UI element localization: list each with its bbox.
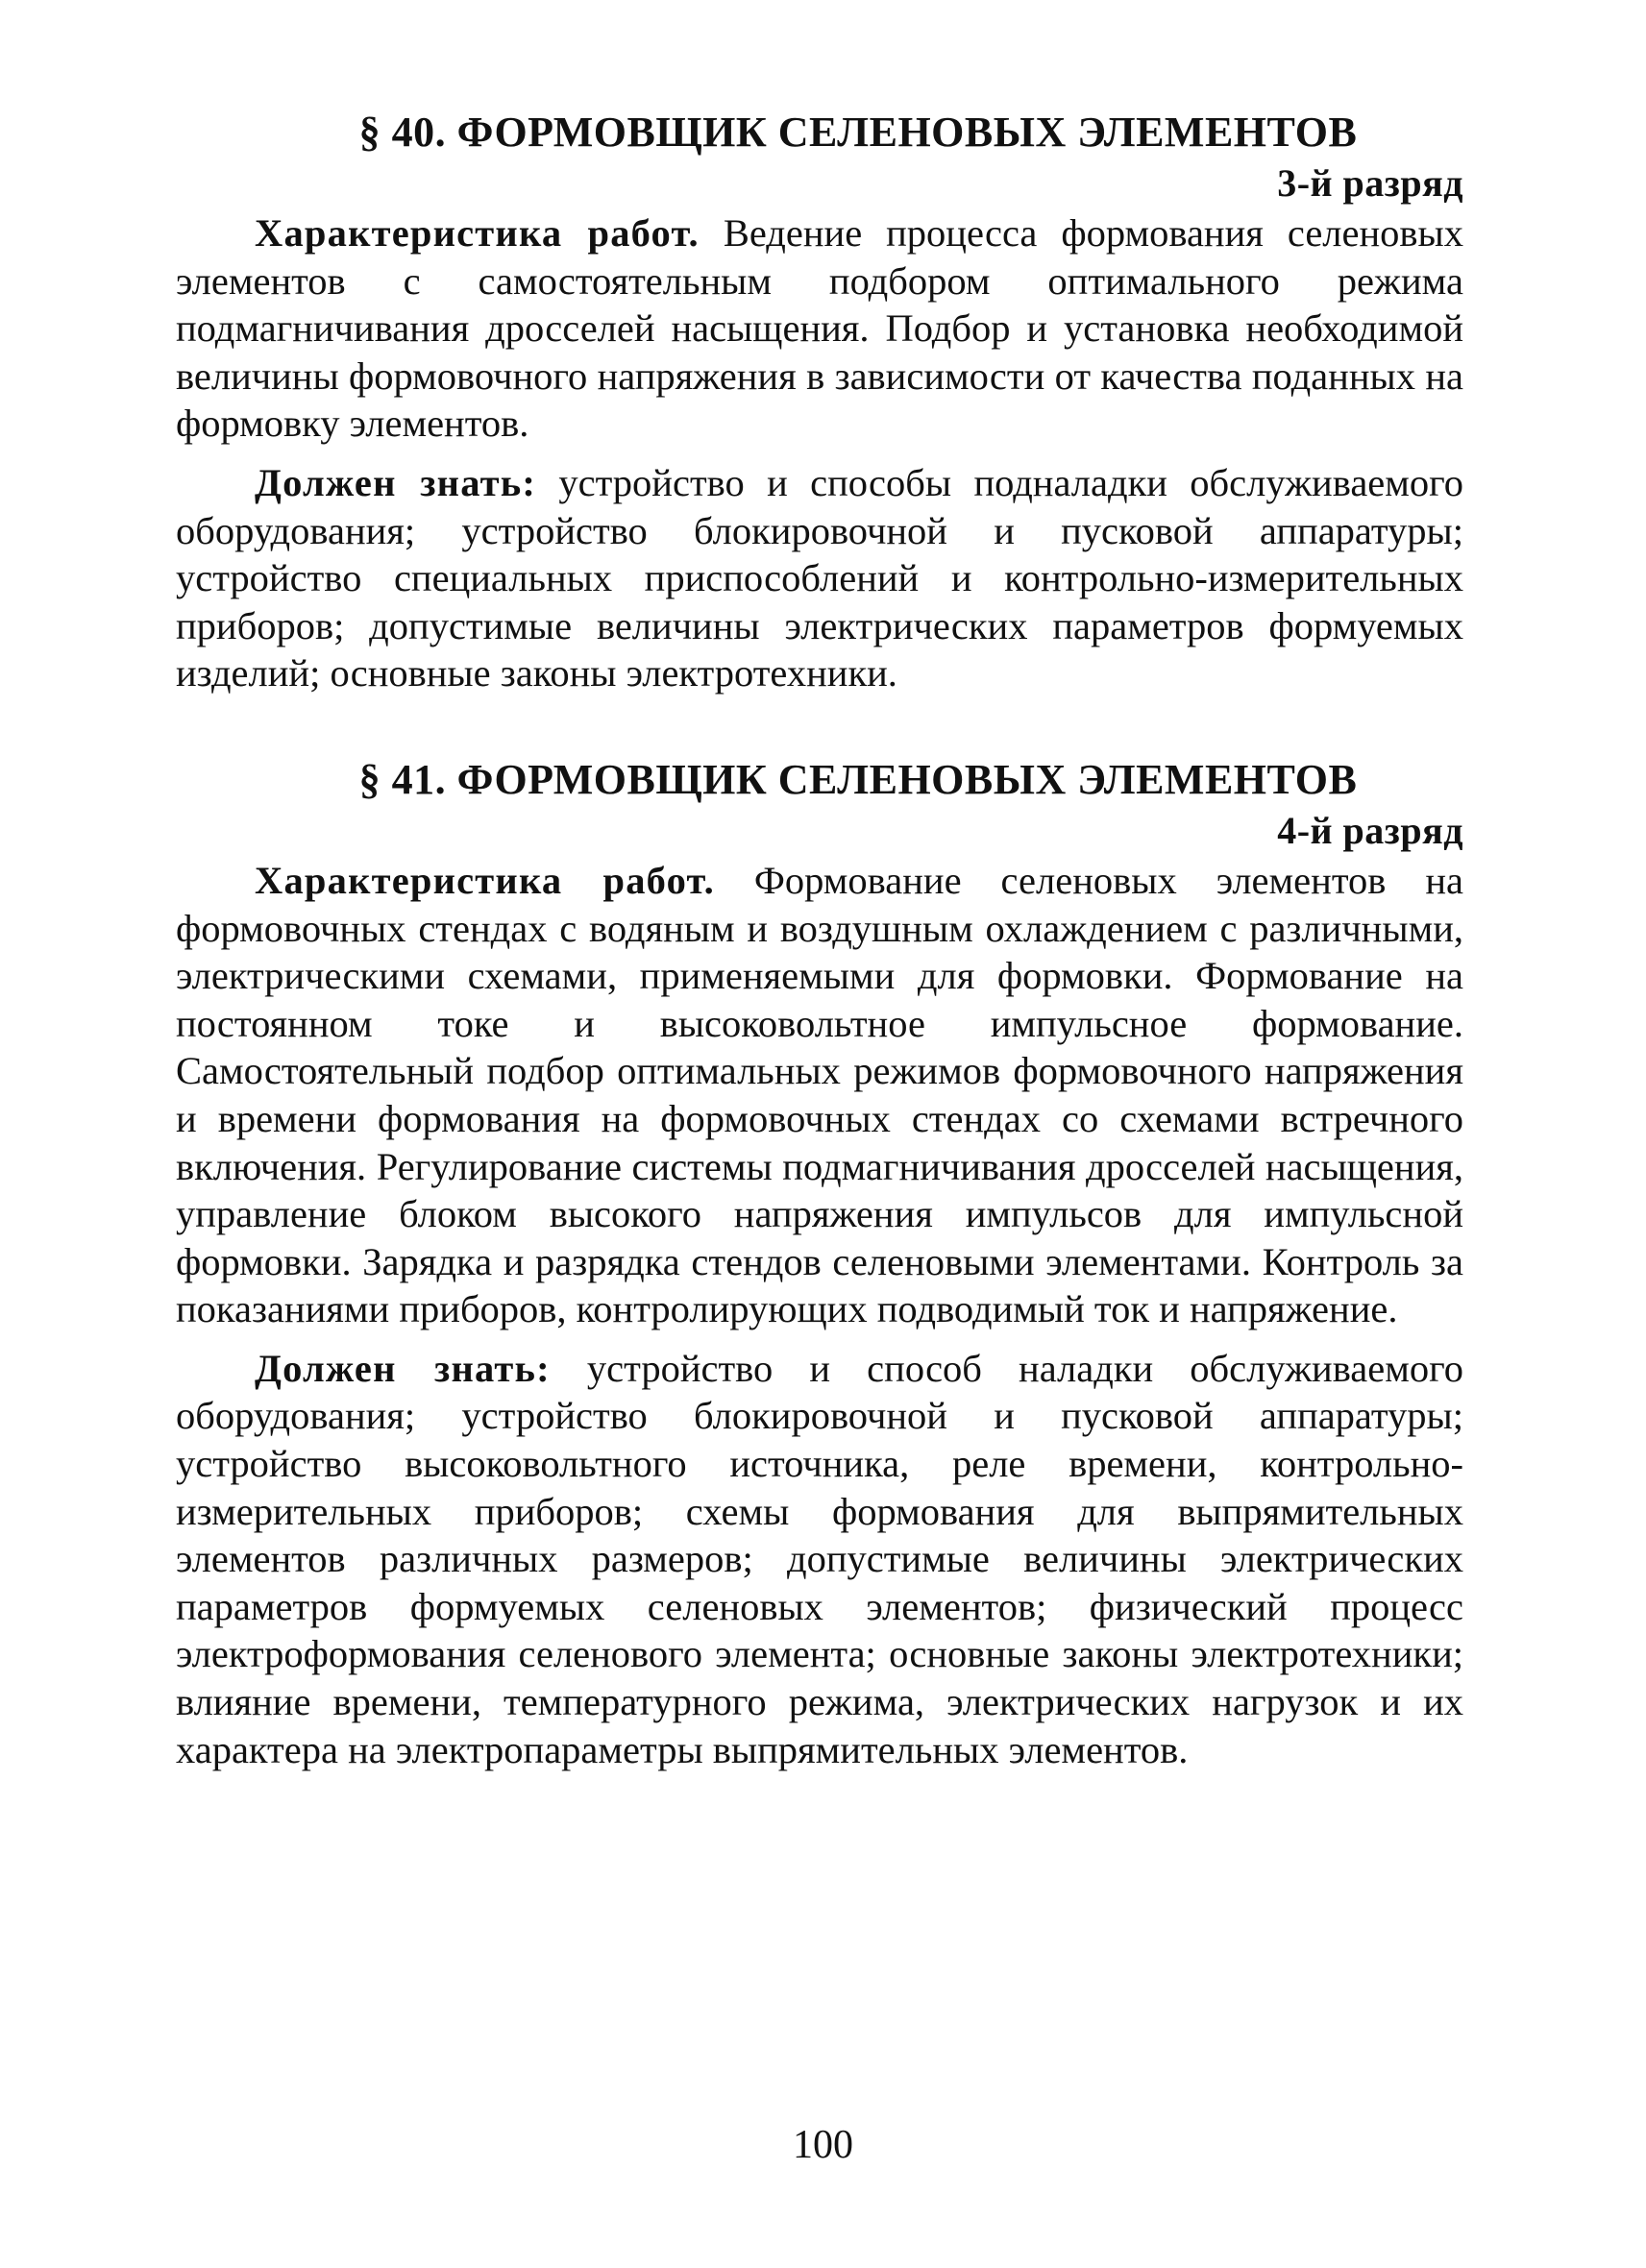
knowledge-paragraph [176,459,1463,697]
section-40 [176,106,1463,697]
characteristics-paragraph [176,209,1463,448]
section-title: § 41. ФОРМОВЩИК СЕЛЕНОВЫХ ЭЛЕМЕНТОВ [358,755,1358,803]
page-number: 100 [793,2123,853,2167]
knowledge-text: устройство и способ наладки обслуживаемого оборудования; устройство блокировочной и пусковой аппаратуры; устройство высоковольтного источника, реле времени, контрольно-измерительных приборов; схемы формования для выпрямительных элементов различных размеров; допустимые величины электрических параметров формуемых селеновых элементов; физический процесс электроформования селенового элемента; основные законы электротехники; влияние времени, температурного режима, электрических нагрузок и их характера на электропараметры выпрямительных элементов. [176,1346,1463,1771]
knowledge-label: Должен знать: [255,460,537,504]
characteristics-paragraph [176,857,1463,1333]
knowledge-paragraph [176,1345,1463,1773]
grade-label: 3-й разряд [1277,161,1463,205]
characteristics-label: Характеристика работ. [255,858,715,902]
knowledge-label: Должен знать: [255,1346,551,1390]
grade-label: 4-й разряд [1277,808,1463,852]
characteristics-text: Формование селеновых элементов на формовочных стендах с водяным и воздушным охлаждением с различными, электрическими схемами, применяемыми для формовки. Формование на постоянном токе и высоковольтное импульсное формование. Самостоятельный подбор оптимальных режимов формовочного напряжения и времени формования на формовочных стендах со схемами встречного включения. Регулирование системы подмагничивания дросселей насыщения, управление блоком высокого напряжения импульсов для импульсной формовки. Зарядка и разрядка стендов селеновыми элементами. Контроль за показаниями приборов, контролирующих подводимый ток и напряжение. [176,858,1463,1331]
section-41 [176,753,1463,1773]
characteristics-label: Характеристика работ. [255,211,700,255]
page-content [176,106,1463,1785]
section-spacer [176,709,1463,753]
characteristics-text: Ведение процесса формования селеновых элементов с самостоятельным подбором оптимального режима подмагничивания дросселей насыщения. Подбор и установка необходимой величины формовочного напряжения в зависимости от качества поданных на формовку элементов. [176,211,1463,446]
section-title: § 40. ФОРМОВЩИК СЕЛЕНОВЫХ ЭЛЕМЕНТОВ [358,109,1358,156]
knowledge-text: устройство и способы подналадки обслуживаемого оборудования; устройство блокировочной и пусковой аппаратуры; устройство специальных приспособлений и контрольно-измерительных приборов; допустимые величины электрических параметров формуемых изделий; основные законы электротехники. [176,460,1463,695]
